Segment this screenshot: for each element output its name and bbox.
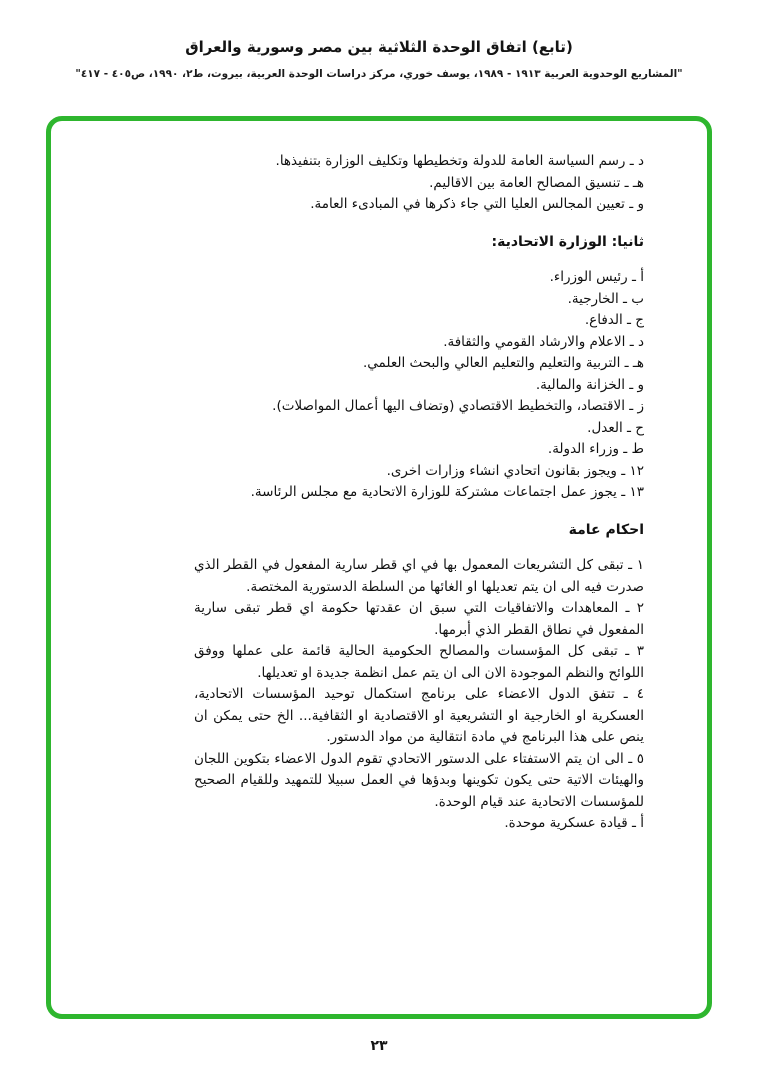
list-item: ١٢ ـ ويجوز بقانون اتحادي انشاء وزارات اخرى. [386, 462, 644, 479]
list-item: ج ـ الدفاع. [584, 312, 644, 328]
section-heading-general-provisions: احكام عامة [568, 521, 644, 538]
list-item: د ـ رسم السياسة العامة للدولة وتخطيطها وتكليف الوزارة بتنفيذها. [275, 153, 644, 169]
paragraph: ٣ ـ تبقى كل المؤسسات والمصالح الحكومية الحالية قائمة على عملها ووفق اللوائح والنظم الموجودة الان الى ان يتم عمل انظمة جديدة او تعديلها. [194, 643, 644, 681]
list-item: ز ـ الاقتصاد، والتخطيط الاقتصادي (وتضاف اليها أعمال المواصلات). [272, 398, 644, 414]
paragraph: ٤ ـ تتفق الدول الاعضاء على برنامج استكمال توحيد المؤسسات الاتحادية، العسكرية او الخارجية او التشريعية او الاقتصادية او الثقافية... الخ حتى يمكن ان ينص على هذا البرنامج في مادة انتقالية من مواد الدستور. [194, 686, 644, 745]
paragraph: ١ ـ تبقى كل التشريعات المعمول بها في اي قطر سارية المفعول في القطر الذي صدرت فيه الى ان يتم تعديلها او الغائها من السلطة الدستورية المختصة. [194, 557, 644, 595]
paragraph: أ ـ قيادة عسكرية موحدة. [504, 815, 644, 831]
list-item: هـ ـ التربية والتعليم والتعليم العالي والبحث العلمي. [363, 355, 644, 371]
list-item: أ ـ رئيس الوزراء. [549, 269, 644, 285]
list-item: ح ـ العدل. [587, 419, 644, 436]
paragraph: ٥ ـ الى ان يتم الاستفتاء على الدستور الاتحادي تقوم الدول الاعضاء بتكوين اللجان والهيئات الاتية حتى يكون تكوينها وبدؤها في العمل سبيلا للتمهيد وللقيام الصحيح للمؤسسات الاتحادية عند قيام الوحدة. [194, 750, 644, 810]
list-item: ١٣ ـ يجوز عمل اجتماعات مشتركة للوزارة الاتحادية مع مجلس الرئاسة. [250, 484, 644, 500]
document-title: (تابع) اتفاق الوحدة الثلاثية بين مصر وسورية والعراق [185, 38, 573, 56]
list-item: و ـ الخزانة والمالية. [535, 376, 644, 393]
list-item: هـ ـ تنسيق المصالح العامة بين الاقاليم. [429, 174, 644, 191]
page-number: ٢٣ [370, 1038, 388, 1054]
content-frame [46, 116, 712, 1019]
page-header [0, 38, 758, 80]
list-item: د ـ الاعلام والارشاد القومي والثقافة. [443, 333, 644, 350]
paragraph: ٢ ـ المعاهدات والاتفاقيات التي سبق ان عقدتها حكومة اي قطر تبقى سارية المفعول في نطاق القطر الذي أبرمها. [194, 600, 644, 638]
section-heading-federal-ministry: ثانيا: الوزارة الاتحادية: [491, 233, 644, 250]
list-item: و ـ تعيين المجالس العليا التي جاء ذكرها في المبادىء العامة. [310, 196, 644, 212]
citation-line: "المشاريع الوحدوية العربية ١٩١٣ - ١٩٨٩، يوسف خوري، مركز دراسات الوحدة العربية، بيروت، ط٢، ١٩٩٠، ص٤٠٥ - ٤١٧" [75, 68, 683, 80]
list-item: ب ـ الخارجية. [567, 290, 644, 307]
document-body [51, 121, 707, 835]
list-item: ط ـ وزراء الدولة. [547, 441, 644, 457]
